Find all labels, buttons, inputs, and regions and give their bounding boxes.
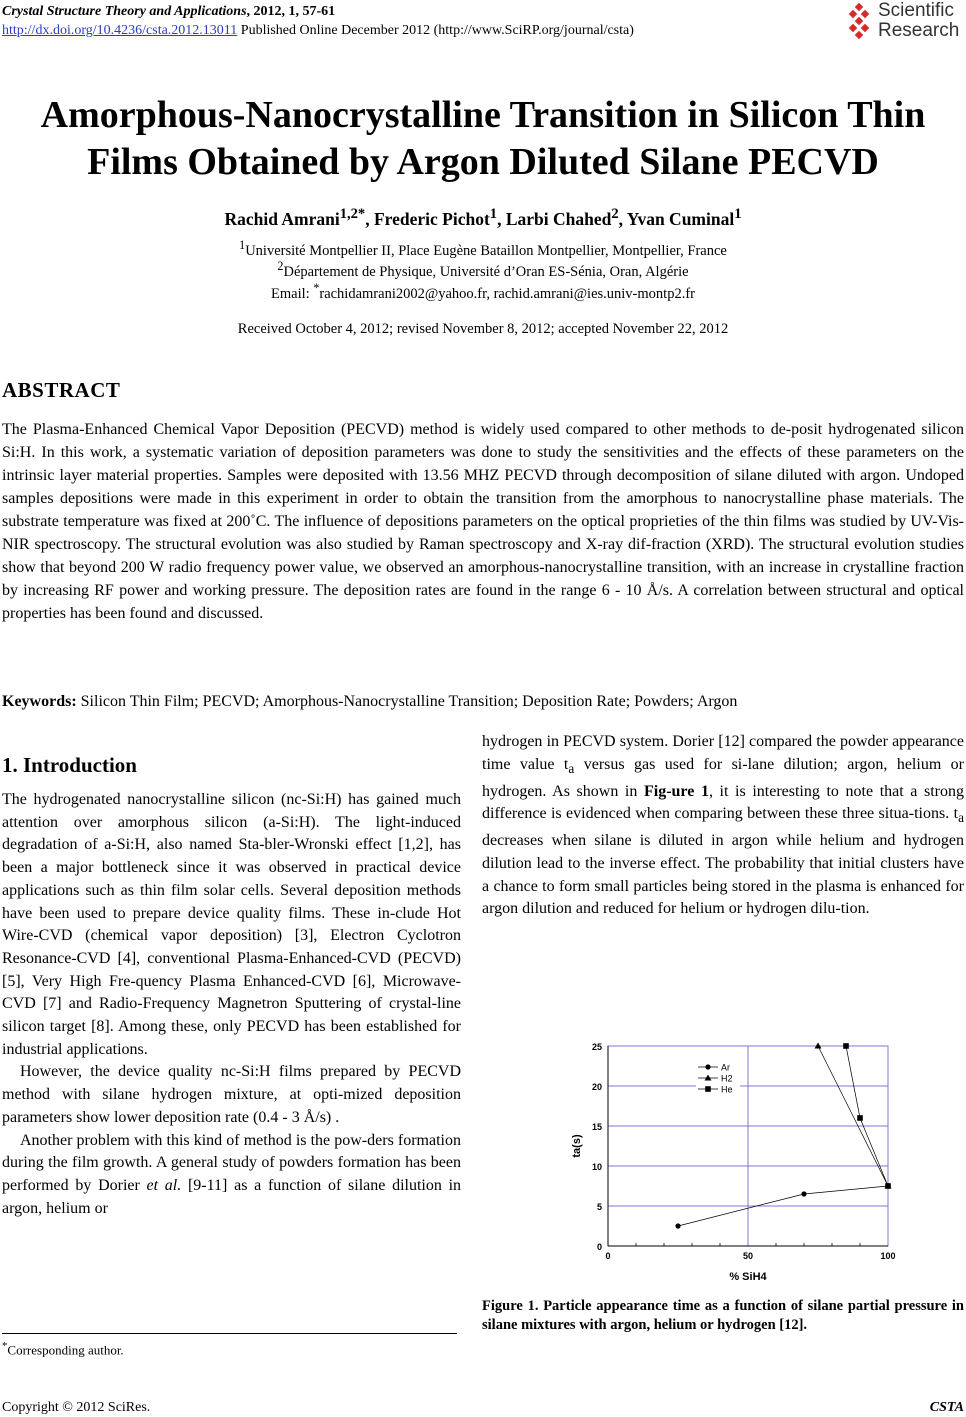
footnote bbox=[2, 1340, 124, 1358]
affiliation-2-text: Département de Physique, Université d’Oran ES-Sénia, Oran, Algérie bbox=[283, 263, 689, 280]
footnote-divider bbox=[2, 1333, 457, 1334]
legend-label-he: He bbox=[721, 1084, 733, 1095]
doi-line bbox=[2, 22, 634, 39]
affiliation-2 bbox=[0, 259, 966, 281]
y-tick-label: 10 bbox=[591, 1162, 602, 1172]
journal-name: Crystal Structure Theory and Applications bbox=[2, 4, 247, 19]
data-point-square bbox=[857, 1115, 863, 1121]
footnote-text: Corresponding author. bbox=[7, 1342, 124, 1358]
abstract-heading: ABSTRACT bbox=[2, 378, 121, 402]
abstract-body: The Plasma-Enhanced Chemical Vapor Deposition (PECVD) method is widely used compared to other methods to de-posit hydrogenated silicon Si:H. In this work, a systematic variation of deposition parameters was done to study the sensitivities and the effects of these parameters on the intrinsic layer material properties. Samples were deposited with 13.56 MHZ PECVD through decomposition of silane diluted with argon. Undoped samples depositions were made in this experiment in order to obtain the transition from the amorphous to nanocrystalline phase materials. The substrate temperature was fixed at 200˚C. The influence of depositions parameters on the optical proprieties of the thin films was studied by UV-Vis-NIR spectroscopy. The structural evolution was also studied by Raman spectroscopy and X-ray dif-fraction (XRD). The structural evolution studies show that beyond 200 W radio frequency power value, we observed an amorphous-nanocrystalline transition, with an increase in crystalline fraction by increasing RF power and working pressure. The deposition rates are found in the range 6 - 10 Å/s. A correlation between structural and optical properties has been found and discussed. bbox=[2, 421, 964, 622]
author-sep: , bbox=[618, 208, 627, 229]
logo-text-scientific: Scientific bbox=[878, 0, 955, 21]
data-point-circle bbox=[801, 1191, 806, 1196]
y-tick-label: 20 bbox=[591, 1082, 602, 1092]
left-column bbox=[2, 789, 461, 1220]
journal-abbrev: CSTA bbox=[929, 1400, 964, 1415]
figure-1 bbox=[558, 1034, 948, 1292]
author-4: Yvan Cuminal bbox=[626, 208, 735, 229]
series-line-h2 bbox=[818, 1046, 888, 1186]
data-point-square bbox=[885, 1183, 891, 1189]
page-footer bbox=[2, 1400, 964, 1416]
x-tick-label: 50 bbox=[742, 1251, 754, 1261]
author-3: Larbi Chahed bbox=[505, 208, 612, 229]
title-line-2: Films Obtained by Argon Diluted Silane PECVD bbox=[87, 141, 879, 183]
author-2: Frederic Pichot bbox=[373, 208, 490, 229]
right-p1-d: decreases when silane is diluted in argon while helium and hydrogen dilution lead to the inverse effect. The probability that initial clusters have a chance to form small particles being stored in the plasma is enhanced for argon dilution and reduced for helium or hydrogen dilu-tion. bbox=[482, 832, 964, 918]
published-online: Published Online December 2012 (http://www.SciRP.org/journal/csta) bbox=[237, 23, 634, 38]
author-1-affil: 1,2* bbox=[339, 206, 366, 222]
right-p1-c: , it is interesting to note that a strong difference is evidenced when comparing between these three situa-tions. t bbox=[482, 782, 964, 823]
journal-volume: , 2012, 1, 57-61 bbox=[246, 4, 336, 19]
y-tick-label: 5 bbox=[596, 1202, 602, 1212]
right-p1-b: versus gas used for si-lane dilution; argon, helium or hydrogen. As shown in bbox=[482, 755, 965, 800]
author-sep: , bbox=[365, 208, 374, 229]
intro-paragraph-3 bbox=[2, 1130, 461, 1221]
title-line-1: Amorphous-Nanocrystalline Transition in Silicon Thin bbox=[40, 94, 926, 136]
data-point-circle bbox=[705, 1064, 710, 1069]
author-1: Rachid Amrani bbox=[224, 208, 340, 229]
email-line bbox=[0, 281, 966, 303]
affiliation-1 bbox=[0, 238, 966, 260]
author-3-affil: 2 bbox=[611, 206, 619, 222]
legend-box bbox=[696, 1060, 740, 1098]
x-axis-label: % SiH4 bbox=[729, 1271, 767, 1283]
intro-p3-part-a: Another problem with this kind of method is the pow-ders formation during the film growth. A general study of powders formation has been performed by Dorier bbox=[2, 1131, 461, 1194]
y-tick-label: 25 bbox=[591, 1042, 602, 1052]
right-p1-a: hydrogen in PECVD system. Dorier [12] compared the powder appearance time value t bbox=[482, 733, 964, 773]
right-p1-sub2: a bbox=[958, 810, 964, 826]
chart-legend bbox=[696, 1060, 740, 1098]
data-point-square bbox=[843, 1043, 849, 1049]
affiliation-2-sup: 2 bbox=[277, 259, 284, 273]
y-tick-label: 15 bbox=[591, 1122, 602, 1132]
email-label: Email: bbox=[271, 285, 314, 302]
intro-p3-part-b: [9-11] as a function of silane dilution in argon, helium or bbox=[2, 1176, 462, 1217]
y-axis-label: ta(s) bbox=[571, 1134, 583, 1158]
email-addresses[interactable]: rachidamrani2002@yahoo.fr, rachid.amrani@ies.univ-montp2.fr bbox=[319, 285, 695, 302]
series-line-he bbox=[846, 1046, 888, 1186]
chart-grid bbox=[608, 1046, 888, 1246]
intro-p3-etal: et al. bbox=[146, 1176, 182, 1194]
data-point-circle bbox=[675, 1223, 680, 1228]
doi-link[interactable]: http://dx.doi.org/10.4236/csta.2012.13011 bbox=[2, 23, 238, 38]
affiliation-1-sup: 1 bbox=[239, 238, 246, 252]
author-4-affil: 1 bbox=[734, 206, 742, 222]
intro-paragraph-1: The hydrogenated nanocrystalline silicon (nc-Si:H) has gained much attention over amorphous silicon (a-Si:H). The light-induced degradation of a-Si:H, also named Sta-bler-Wronski effect [1,2], has been a major bottleneck since it was observed in practical device applications such as thin film solar cells. Several deposition methods have been used to prepare device quality films. These in-clude Hot Wire-CVD (chemical vapor deposition) [3], Electron Cyclotron Resonance-CVD [4], conventional Plasma-Enhanced-CVD (PECVD) [5], Very High Fre-quency Plasma Enhanced-CVD [6], Microwave-CVD [7] and Radio-Frequency Magnetron Sputtering of crystal-line silicon target [8]. Among these, only PECVD has been established for industrial applications. bbox=[2, 791, 461, 1058]
affiliation-1-text: Université Montpellier II, Place Eugène Bataillon Montpellier, Montpellier, France bbox=[245, 242, 727, 259]
figure-1-caption: Figure 1. Particle appearance time as a function of silane partial pressure in silane mixtures with argon, helium or hydrogen [12]. bbox=[482, 1298, 964, 1333]
intro-heading: 1. Introduction bbox=[2, 753, 137, 777]
author-2-affil: 1 bbox=[489, 206, 498, 222]
paper-title bbox=[0, 92, 966, 186]
right-p1-sub: a bbox=[568, 760, 575, 776]
right-column bbox=[482, 731, 964, 921]
author-sep: , bbox=[497, 208, 506, 229]
keywords bbox=[2, 693, 964, 711]
intro-paragraph-2: However, the device quality nc-Si:H films prepared by PECVD method with silane hydrogen mixture, at opti-mized deposition parameters show lower deposition rate (0.4 - 3 Å/s) . bbox=[2, 1063, 461, 1126]
x-tick-label: 0 bbox=[605, 1251, 611, 1261]
right-paragraph-1 bbox=[482, 731, 964, 921]
journal-citation bbox=[2, 3, 335, 20]
keywords-text: Silicon Thin Film; PECVD; Amorphous-Nanocrystalline Transition; Deposition Rate; Powders; Argon bbox=[76, 693, 738, 710]
logo-diamond-icon bbox=[846, 2, 874, 42]
authors bbox=[0, 206, 966, 230]
logo-text-research: Research bbox=[878, 20, 960, 41]
legend-label-h2: H2 bbox=[721, 1073, 733, 1084]
legend-label-ar: Ar bbox=[721, 1062, 730, 1073]
data-point-square bbox=[705, 1086, 711, 1092]
figure-1-chart bbox=[558, 1034, 948, 1292]
scientific-research-logo bbox=[846, 0, 966, 44]
email-sup: * bbox=[313, 281, 320, 295]
chart-ticks bbox=[592, 1042, 896, 1261]
y-tick-label: 0 bbox=[596, 1242, 602, 1252]
keywords-label: Keywords: bbox=[2, 693, 77, 710]
received-dates: Received October 4, 2012; revised November 8, 2012; accepted November 22, 2012 bbox=[237, 321, 729, 337]
figure-1-ref[interactable]: Fig-ure 1 bbox=[643, 782, 709, 800]
copyright: Copyright © 2012 SciRes. bbox=[2, 1400, 151, 1415]
x-tick-label: 100 bbox=[880, 1251, 896, 1261]
footnote-sup: * bbox=[2, 1340, 8, 1352]
